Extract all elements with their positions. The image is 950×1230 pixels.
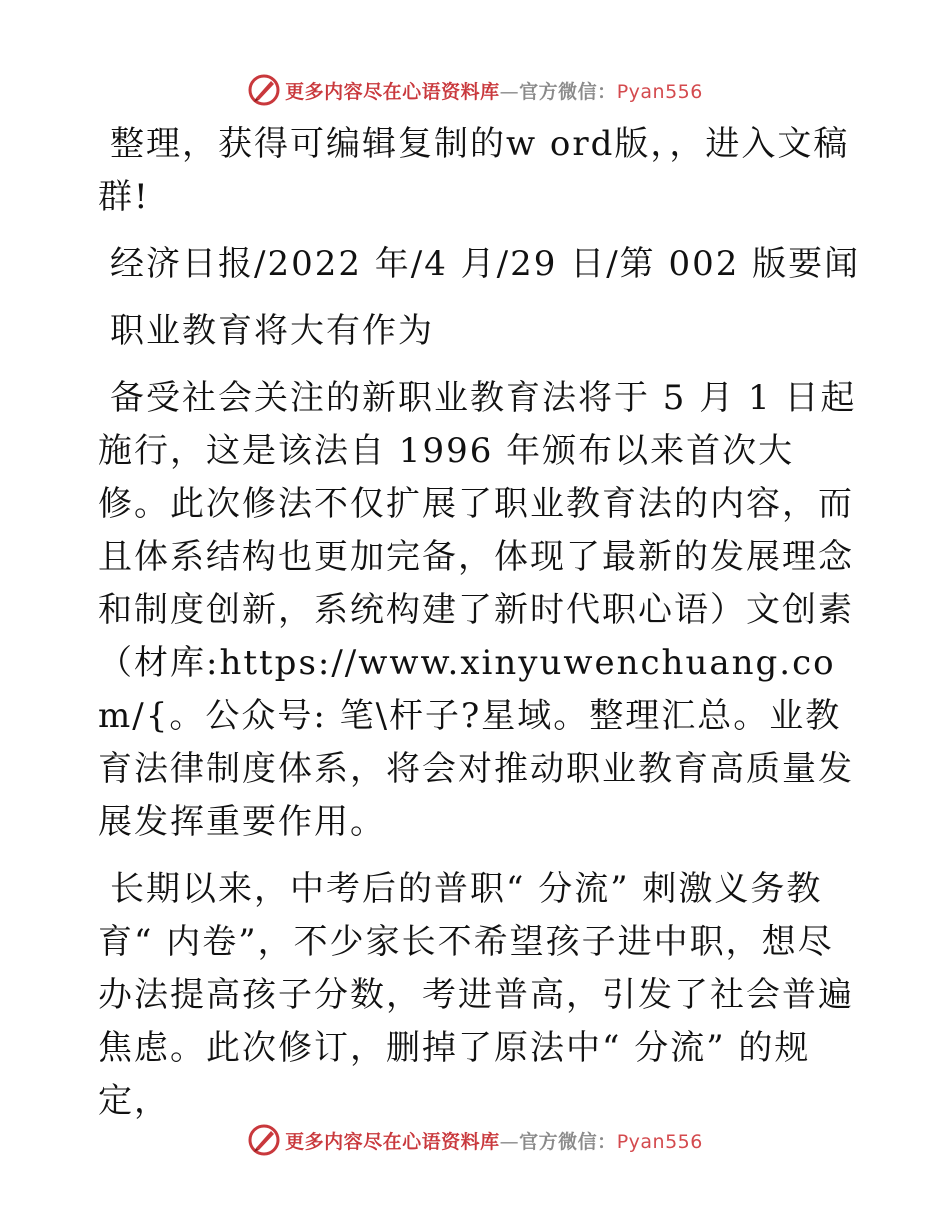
footer-banner-account: Pyan556 [616,1130,703,1153]
footer-banner-text [285,1127,703,1154]
header-banner-account: Pyan556 [616,80,703,103]
header-banner-wechat: 官方微信： [519,80,617,103]
source-line: 经济日报/2022 年/4 月/29 日/第 002 版要闻 [110,244,861,284]
header-banner-main: 更多内容尽在心语资料库 [285,80,500,103]
header-banner-text [285,77,703,104]
header-banner [0,70,950,110]
quill-pen-logo-icon [247,73,281,107]
document-body [98,118,861,1128]
article-title: 职业教育将大有作为 [110,311,434,351]
quill-pen-logo-icon [247,1123,281,1157]
footer-banner-dash: — [499,1130,520,1153]
footer-banner-wechat: 官方微信： [519,1130,617,1153]
header-banner-dash: — [499,80,520,103]
intro-paragraph: 整理，获得可编辑复制的w ord版，，进入文稿群! [98,124,850,217]
body-paragraph-2: 长期以来，中考后的普职“ 分流” 刺激义务教育“ 内卷”，不少家长不希望孩子进中职，想尽办法提高孩子分数，考进普高，引发了社会普遍焦虑。此次修订，删掉了原法中“ 分流” 的规定， [98,869,854,1121]
footer-banner [0,1120,950,1160]
footer-banner-main: 更多内容尽在心语资料库 [285,1130,500,1153]
body-paragraph-1: 备受社会关注的新职业教育法将于 5 月 1 日起施行，这是该法自 1996 年颁布以来首次大修。此次修法不仅扩展了职业教育法的内容，而且体系结构也更加完备，体现了最新的发展理念和制度创新，系统构建了新时代职心语）文创素（材库:https://www.xinyuwenchuang.com/{。公众号: 笔\杆子?星域。整理汇总。业教育法律制度体系，将会对推动职业教育高质量发展发挥重要作用。 [98,378,857,842]
